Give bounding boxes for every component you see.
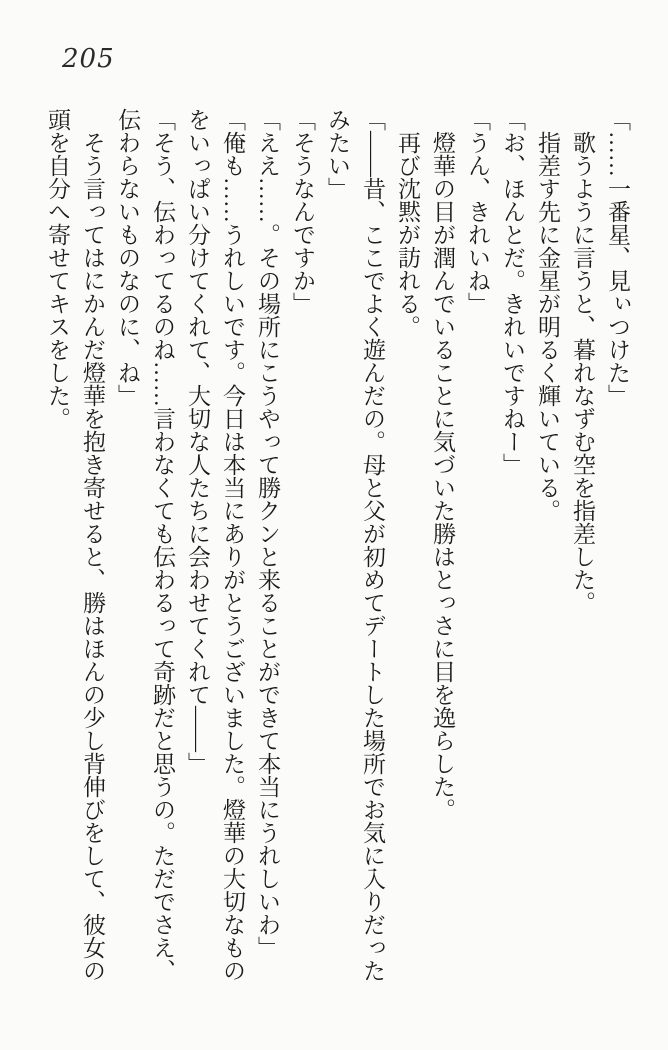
vertical-text-block — [40, 108, 635, 1000]
page-number: 205 — [62, 44, 115, 74]
text-line: 「俺も……うれしいです。今日は本当にありがとうございました。燈華の大切なもの — [220, 108, 245, 982]
text-line: 「そう、伝わってるのね……言わなくても伝わるって奇跡だと思うの。ただでさえ、 — [150, 108, 175, 982]
text-line: 指差す先に金星が明るく輝いている。 — [535, 131, 560, 522]
text-line: 「お、ほんとだ。きれいですねー」 — [500, 108, 525, 476]
text-line: をいっぱい分けてくれて、大切な人たちに会わせてくれて――」 — [185, 108, 210, 775]
text-line: 燈華の目が潤んでいることに気づいた勝はとっさに目を逸らした。 — [430, 131, 455, 821]
text-line: 頭を自分へ寄せてキスをした。 — [45, 108, 70, 430]
text-line: 「――昔、ここでよく遊んだの。母と父が初めてデートした場所でお気に入りだった — [360, 108, 385, 982]
text-line: 再び沈黙が訪れる。 — [395, 131, 420, 338]
text-line: 「……一番星、見ぃつけた」 — [605, 108, 630, 407]
text-line: みたい」 — [325, 108, 350, 200]
text-line: 「うん、きれいね」 — [465, 108, 490, 315]
text-line: 歌うように言うと、暮れなずむ空を指差した。 — [570, 131, 595, 614]
text-line: 「ええ……。その場所にこうやって勝クンと来ることができて本当にうれしいわ」 — [255, 108, 280, 959]
text-line: 「そうなんですか」 — [290, 108, 315, 315]
text-line: 伝わらないものなのに、ね」 — [115, 108, 140, 407]
text-line: そう言ってはにかんだ燈華を抱き寄せると、勝はほんの少し背伸びをして、彼女の — [80, 131, 105, 982]
